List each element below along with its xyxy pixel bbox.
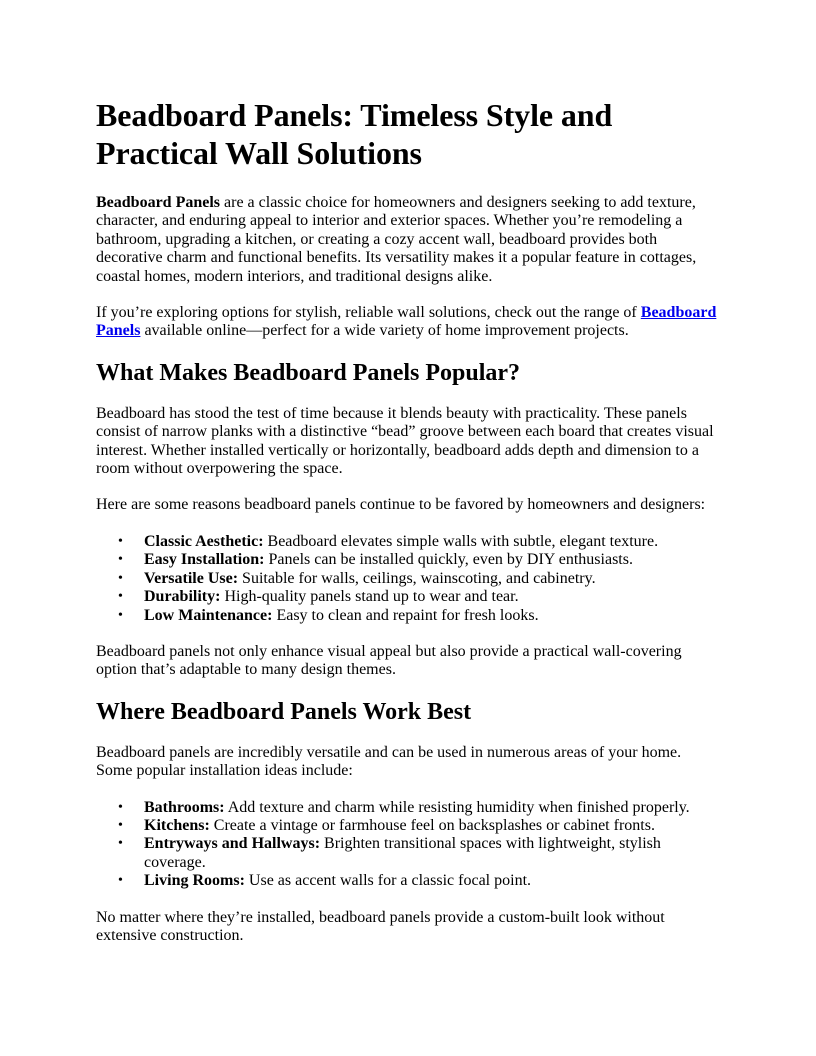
section2-paragraph-1: Beadboard panels are incredibly versatile and can be used in numerous areas of your home. Some popular installation ideas include: (96, 743, 682, 780)
section2-paragraph-2: No matter where they’re installed, beadboard panels provide a custom-built look without extensive construction. (96, 908, 665, 944)
list-item (118, 816, 720, 835)
reasons-list (96, 533, 720, 625)
bullet-icon: • (118, 570, 123, 586)
document-page (96, 96, 720, 963)
explore-paragraph (96, 304, 720, 341)
bullet-icon: • (118, 552, 123, 568)
section1-paragraph-1: Beadboard has stood the test of time because it blends beauty with practicality. These panels consist of narrow planks with a distinctive “bead” groove between each board that creates visual interest. Whether installed vertically or horizontally, beadboard adds depth and dimension to a room without overpowering the space. (96, 404, 714, 478)
page-title: Beadboard Panels: Timeless Style and Practical Wall Solutions (96, 97, 613, 171)
bullet-icon: • (118, 533, 123, 549)
list-item (118, 551, 720, 569)
list-item-label: Low Maintenance: (144, 606, 273, 624)
explore-text-before: If you’re exploring options for stylish, reliable wall solutions, check out the range of (96, 304, 641, 322)
section-heading-popular: What Makes Beadboard Panels Popular? (96, 359, 521, 386)
list-item-text: Add texture and charm while resisting humidity when finished properly. (224, 798, 690, 816)
section1-paragraph-3: Beadboard panels not only enhance visual appeal but also provide a practical wall-covering option that’s adaptable to many design themes. (96, 642, 682, 679)
explore-text-after: available online—perfect for a wide variety of home improvement projects. (140, 322, 629, 340)
list-item (118, 569, 720, 588)
bullet-icon: • (118, 817, 123, 833)
bullet-icon: • (118, 607, 123, 623)
bullet-icon: • (118, 836, 123, 852)
list-item-text: Brighten transitional spaces with lightweight, stylish coverage. (144, 835, 661, 871)
bullet-icon: • (118, 589, 123, 605)
list-item-text: Create a vintage or farmhouse feel on backsplashes or cabinet fronts. (209, 816, 655, 834)
bullet-icon: • (118, 799, 123, 815)
list-item (118, 606, 720, 625)
list-item-label: Classic Aesthetic: (144, 532, 264, 550)
beadboard-panels-link[interactable]: Beadboard Panels (96, 304, 717, 340)
list-item-text: Use as accent walls for a classic focal point. (244, 872, 532, 890)
list-item-text: Panels can be installed quickly, even by DIY enthusiasts. (264, 551, 633, 569)
section-heading-work-best: Where Beadboard Panels Work Best (96, 698, 472, 725)
list-item (118, 532, 720, 551)
list-item (118, 588, 720, 606)
section1-paragraph-2: Here are some reasons beadboard panels continue to be favored by homeowners and designers: (96, 496, 706, 514)
list-item-label: Living Rooms: (144, 872, 245, 890)
installation-ideas-list (96, 799, 720, 891)
intro-text: are a classic choice for homeowners and designers seeking to add texture, character, and enduring appeal to interior and exterior spaces. Whether you’re remodeling a bathroom, upgrading a kitchen, or creating a cozy accent wall, beadboard provides both decorative charm and functional benefits. Its versatility makes it a popular feature in cottages, coastal homes, modern interiors, and traditional designs alike. (96, 194, 697, 285)
intro-lead-bold: Beadboard Panels (96, 194, 221, 211)
list-item-label: Entryways and Hallways: (144, 835, 321, 853)
list-item (118, 798, 720, 817)
list-item-label: Durability: (144, 588, 221, 606)
list-item-label: Versatile Use: (144, 569, 239, 587)
list-item-label: Easy Installation: (144, 551, 265, 569)
list-item (118, 835, 720, 872)
list-item-text: Easy to clean and repaint for fresh looks. (272, 606, 539, 624)
list-item-label: Kitchens: (144, 816, 210, 834)
list-item-text: Beadboard elevates simple walls with subtle, elegant texture. (263, 532, 659, 550)
bullet-icon: • (118, 873, 123, 889)
list-item-label: Bathrooms: (144, 798, 225, 816)
list-item (118, 872, 720, 890)
intro-paragraph (96, 194, 720, 286)
list-item-text: Suitable for walls, ceilings, wainscoting, and cabinetry. (238, 569, 596, 587)
list-item-text: High-quality panels stand up to wear and tear. (220, 588, 519, 606)
